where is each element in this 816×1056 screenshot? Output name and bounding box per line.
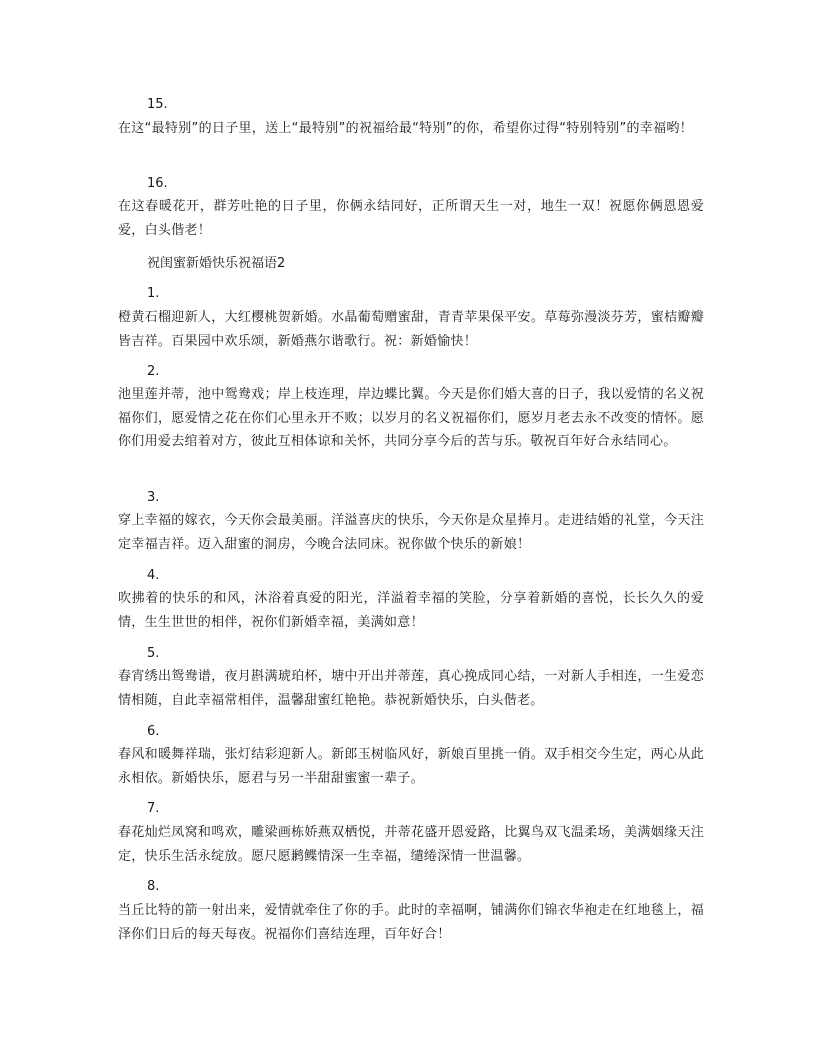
item-number: 6. bbox=[147, 724, 160, 739]
item-paragraph: 在这“最特别”的日子里，送上“最特别”的祝福给最“特别”的你，希望你过得“特别特别”的幸福哟！ bbox=[118, 121, 693, 136]
item-number: 2. bbox=[147, 364, 160, 379]
item-number: 1. bbox=[147, 286, 160, 301]
item-paragraph: 在这春暖花开，群芳吐艳的日子里，你俩永结同好，正所谓天生一对，地生一双！祝愿你俩恩恩爱爱，白头偕老！ bbox=[118, 199, 704, 238]
section-heading: 祝闺蜜新婚快乐祝福语2 bbox=[147, 256, 286, 271]
item-paragraph: 橙黄石榴迎新人，大红樱桃贺新婚。水晶葡萄赠蜜甜，青青苹果保平安。草莓弥漫淡芬芳，蜜桔瓣瓣皆吉祥。百果园中欢乐颂，新婚燕尔谐歌行。祝：新婚愉快！ bbox=[118, 310, 704, 349]
item-number: 15. bbox=[147, 97, 168, 112]
item-number: 8. bbox=[147, 879, 160, 894]
item-paragraph: 吹拂着的快乐的和风，沐浴着真爱的阳光，洋溢着幸福的笑脸，分享着新婚的喜悦，长长久久的爱情，生生世世的相伴，祝你们新婚幸福，美满如意！ bbox=[118, 591, 704, 630]
item-paragraph: 当丘比特的箭一射出来，爱情就牵住了你的手。此时的幸福啊，铺满你们锦衣华袍走在红地毯上，福泽你们日后的每天每夜。祝福你们喜结连理，百年好合！ bbox=[118, 903, 704, 942]
item-number: 4. bbox=[147, 568, 160, 583]
item-number: 16. bbox=[147, 176, 168, 191]
item-number: 3. bbox=[147, 490, 160, 505]
item-number: 5. bbox=[147, 646, 160, 661]
item-paragraph: 穿上幸福的嫁衣，今天你会最美丽。洋溢喜庆的快乐，今天你是众星捧月。走进结婚的礼堂，今天注定幸福吉祥。迈入甜蜜的洞房，今晚合法同床。祝你做个快乐的新娘！ bbox=[118, 513, 704, 552]
item-paragraph: 春花灿烂凤窝和鸣欢，雕梁画栋娇燕双栖悦，并蒂花盛开恩爱路，比翼鸟双飞温柔场，美满姻缘天注定，快乐生活永绽放。愿尺愿鹣鲽情深一生幸福，缱绻深情一世温馨。 bbox=[118, 825, 704, 864]
item-paragraph: 春风和暖舞祥瑞，张灯结彩迎新人。新郎玉树临风好，新娘百里挑一俏。双手相交今生定，两心从此永相依。新婚快乐，愿君与另一半甜甜蜜蜜一辈子。 bbox=[118, 747, 704, 786]
item-paragraph: 春宵绣出鸳鸯谱，夜月斟满琥珀杯，塘中开出并蒂莲，真心挽成同心结，一对新人手相连，一生爱恋情相随，自此幸福常相伴，温馨甜蜜红艳艳。恭祝新婚快乐，白头偕老。 bbox=[118, 669, 704, 708]
item-number: 7. bbox=[147, 801, 160, 816]
item-paragraph: 池里莲并蒂，池中鸳鸯戏；岸上枝连理，岸边蝶比翼。今天是你们婚大喜的日子，我以爱情的名义祝福你们，愿爱情之花在你们心里永开不败；以岁月的名义祝福你们，愿岁月老去永不改变的情怀。愿你们用爱去绾着对方，彼此互相体谅和关怀，共同分享今后的苦与乐。敬祝百年好合永结同心。 bbox=[118, 387, 704, 449]
